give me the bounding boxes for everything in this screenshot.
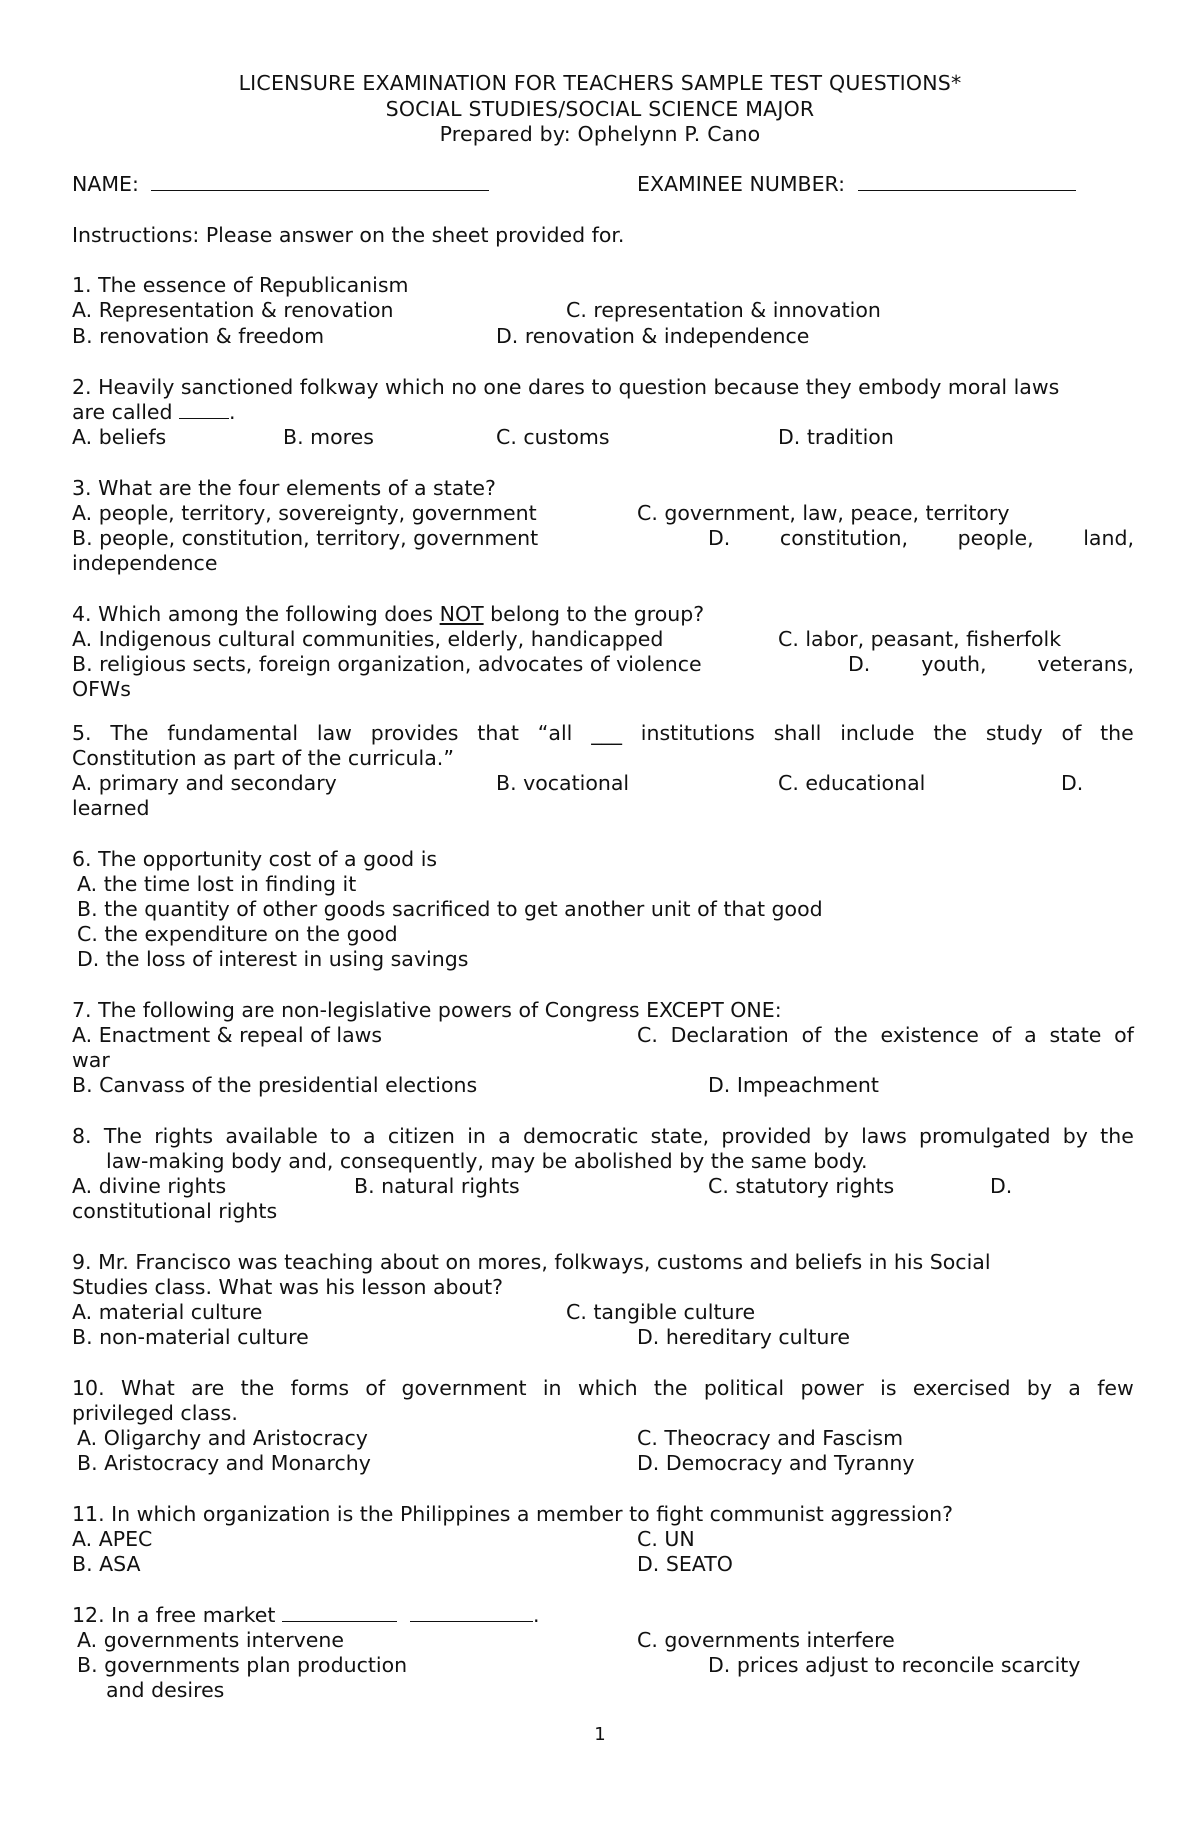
header-title: LICENSURE EXAMINATION FOR TEACHERS SAMPLE TEST QUESTIONS* <box>238 71 962 95</box>
question-2-stem-end: . <box>229 400 236 424</box>
question-5-option-c: C. educational <box>778 771 926 795</box>
question-8-stem-word: 8. <box>72 1124 92 1148</box>
question-5-option-b: B. vocational <box>496 771 630 795</box>
question-12-option-b: B. governments plan production <box>77 1653 408 1677</box>
question-8-stem-word: a <box>498 1124 511 1148</box>
question-9-option-c: C. tangible culture <box>566 1300 756 1324</box>
question-5-stem-word: ___ <box>591 721 622 745</box>
question-5-stem-word: shall <box>773 721 822 745</box>
question-3-option-d <box>708 526 1134 551</box>
question-2-stem-text: are called <box>72 400 180 424</box>
question-7-option-c-word: of <box>1114 1023 1134 1047</box>
question-3-option-c: C. government, law, peace, territory <box>637 501 1010 525</box>
question-4-option-d-cont: OFWs <box>72 677 131 701</box>
question-5-stem-word: the <box>933 721 967 745</box>
question-7-option-c-word: state <box>1049 1023 1102 1047</box>
question-8-option-a: A. divine rights <box>72 1174 227 1198</box>
question-1-option-a: A. Representation & renovation <box>72 298 394 322</box>
question-8-option-b: B. natural rights <box>354 1174 520 1198</box>
question-10-stem-word: in <box>542 1376 562 1400</box>
question-10-stem-word: by <box>1026 1376 1052 1400</box>
question-3-option-d-word: people, <box>957 526 1034 550</box>
question-4-stem-post: belong to the group? <box>483 602 705 626</box>
question-2-stem-cont <box>72 400 236 425</box>
question-11-stem: 11. In which organization is the Philippines a member to fight communist aggression? <box>72 1502 953 1526</box>
question-3-option-d-cont: independence <box>72 551 218 575</box>
question-3-option-b: B. people, constitution, territory, government <box>72 526 539 550</box>
question-3-option-a: A. people, territory, sovereignty, government <box>72 501 537 525</box>
question-5-stem-word: study <box>985 721 1043 745</box>
question-1-stem: 1. The essence of Republicanism <box>72 273 409 297</box>
question-9-stem: 9. Mr. Francisco was teaching about on mores, folkways, customs and beliefs in his Social <box>72 1250 991 1274</box>
question-8-stem-word: promulgated <box>919 1124 1051 1148</box>
examinee-label: EXAMINEE NUMBER: <box>637 172 846 196</box>
question-10-stem-word: which <box>577 1376 638 1400</box>
question-12-option-a: A. governments intervene <box>77 1628 344 1652</box>
question-3-option-d-word: constitution, <box>779 526 908 550</box>
question-4-option-d-word: D. <box>848 652 871 676</box>
question-5-stem-cont: Constitution as part of the curricula.” <box>72 746 454 770</box>
header-author: Prepared by: Ophelynn P. Cano <box>439 122 761 146</box>
question-8-stem-word: by <box>1062 1124 1088 1148</box>
question-6-option-a: A. the time lost in finding it <box>77 872 357 896</box>
question-6-option-c: C. the expenditure on the good <box>77 922 398 946</box>
question-7-option-c <box>637 1023 1134 1048</box>
question-5-stem-word: fundamental <box>167 721 299 745</box>
question-4-option-a: A. Indigenous cultural communities, elderly, handicapped <box>72 627 664 651</box>
question-10-stem-word: the <box>240 1376 275 1400</box>
question-7-stem: 7. The following are non-legislative powers of Congress EXCEPT ONE: <box>72 998 782 1022</box>
question-5-stem-word: provides <box>370 721 459 745</box>
question-8-stem-word: the <box>1100 1124 1134 1148</box>
question-10-stem-word: are <box>191 1376 225 1400</box>
question-12-stem-text: 12. In a free market <box>72 1603 282 1627</box>
question-7-option-d: D. Impeachment <box>708 1073 879 1097</box>
question-8-option-d: D. <box>990 1174 1013 1198</box>
question-4-option-c: C. labor, peasant, fisherfolk <box>778 627 1062 651</box>
question-5-stem-word: 5. <box>72 721 92 745</box>
question-8-stem-word: citizen <box>387 1124 455 1148</box>
question-9-option-b: B. non-material culture <box>72 1325 309 1349</box>
question-11-option-d: D. SEATO <box>637 1552 733 1576</box>
question-10-option-a: A. Oligarchy and Aristocracy <box>77 1426 368 1450</box>
question-5-stem-word: law <box>316 721 352 745</box>
question-10-stem-word: political <box>703 1376 785 1400</box>
question-8-stem-word: democratic <box>522 1124 639 1148</box>
question-9-option-d: D. hereditary culture <box>637 1325 850 1349</box>
question-11-option-c: C. UN <box>637 1527 695 1551</box>
question-1-option-c: C. representation & innovation <box>566 298 881 322</box>
question-10-stem-word: is <box>880 1376 897 1400</box>
header-subtitle: SOCIAL STUDIES/SOCIAL SCIENCE MAJOR <box>385 97 815 121</box>
question-10-stem-word: forms <box>290 1376 350 1400</box>
question-2-option-d: D. tradition <box>778 425 894 449</box>
question-7-option-a: A. Enactment & repeal of laws <box>72 1023 383 1047</box>
question-5-option-d-cont: learned <box>72 796 150 820</box>
question-5-stem-word: “all <box>537 721 573 745</box>
question-7-option-b: B. Canvass of the presidential elections <box>72 1073 478 1097</box>
question-5-stem-word: institutions <box>640 721 755 745</box>
question-8-option-d-cont: constitutional rights <box>72 1199 278 1223</box>
instructions: Instructions: Please answer on the sheet provided for. <box>72 223 625 247</box>
question-12-stem-end: . <box>533 1603 540 1627</box>
question-8-stem-word: provided <box>721 1124 812 1148</box>
question-1-option-b: B. renovation & freedom <box>72 324 325 348</box>
question-9-stem-cont: Studies class. What was his lesson about? <box>72 1275 504 1299</box>
question-5-stem <box>72 721 1134 746</box>
question-9-option-a: A. material culture <box>72 1300 263 1324</box>
question-8-stem-word: to <box>330 1124 351 1148</box>
question-4-option-d-word: veterans, <box>1037 652 1134 676</box>
question-10-option-b: B. Aristocracy and Monarchy <box>77 1451 371 1475</box>
question-8-stem-cont: law-making body and, consequently, may be abolished by the same body. <box>106 1149 868 1173</box>
question-2-option-c: C. customs <box>496 425 610 449</box>
question-7-option-c-word: a <box>1024 1023 1037 1047</box>
question-8-stem-word: a <box>363 1124 376 1148</box>
question-7-option-c-word: of <box>991 1023 1012 1047</box>
name-field[interactable] <box>72 172 489 197</box>
question-10-option-c: C. Theocracy and Fascism <box>637 1426 904 1450</box>
question-8-stem-word: by <box>823 1124 849 1148</box>
question-4-stem-pre: 4. Which among the following does <box>72 602 440 626</box>
question-1-option-d: D. renovation & independence <box>496 324 810 348</box>
question-2-option-b: B. mores <box>283 425 374 449</box>
question-7-option-c-word: existence <box>880 1023 979 1047</box>
question-8-stem-word: in <box>467 1124 486 1148</box>
question-7-option-c-cont: war <box>72 1048 110 1072</box>
question-5-option-d: D. <box>1061 771 1084 795</box>
examinee-number-field[interactable] <box>637 172 1076 197</box>
question-8-stem-word: laws <box>861 1124 907 1148</box>
question-11-option-b: B. ASA <box>72 1552 141 1576</box>
question-12-blank-2 <box>410 1603 533 1622</box>
question-6-option-b: B. the quantity of other goods sacrificed to get another unit of that good <box>77 897 823 921</box>
question-5-stem-word: of <box>1061 721 1082 745</box>
question-12-option-d: D. prices adjust to reconcile scarcity <box>708 1653 1081 1677</box>
question-3-option-d-word: land, <box>1083 526 1134 550</box>
question-10-stem-word: of <box>365 1376 386 1400</box>
question-8-stem-word: rights <box>154 1124 214 1148</box>
question-2-stem: 2. Heavily sanctioned folkway which no one dares to question because they embody moral laws <box>72 375 1060 399</box>
question-4-stem-not: NOT <box>439 602 484 626</box>
question-10-stem-word: power <box>800 1376 864 1400</box>
question-10-stem-word: exercised <box>912 1376 1011 1400</box>
question-10-stem-word: 10. <box>72 1376 105 1400</box>
question-5-stem-word: The <box>110 721 149 745</box>
question-8-stem <box>72 1124 1134 1149</box>
question-12-option-d-cont: and desires <box>106 1678 225 1702</box>
question-5-stem-word: the <box>1100 721 1134 745</box>
question-10-stem-cont: privileged class. <box>72 1401 238 1425</box>
question-10-stem-word: government <box>401 1376 527 1400</box>
question-8-option-c: C. statutory rights <box>708 1174 895 1198</box>
question-8-stem-word: state, <box>650 1124 710 1148</box>
question-3-option-d-word: D. <box>708 526 731 550</box>
question-8-stem-word: The <box>103 1124 142 1148</box>
question-4-stem <box>72 602 704 627</box>
question-3-stem: 3. What are the four elements of a state? <box>72 476 496 500</box>
question-5-option-a: A. primary and secondary <box>72 771 337 795</box>
question-11-option-a: A. APEC <box>72 1527 153 1551</box>
question-5-stem-word: that <box>477 721 519 745</box>
question-10-stem-word: few <box>1097 1376 1134 1400</box>
question-12-option-c: C. governments interfere <box>637 1628 895 1652</box>
question-7-option-c-word: the <box>834 1023 868 1047</box>
question-5-stem-word: include <box>840 721 915 745</box>
question-2-option-a: A. beliefs <box>72 425 167 449</box>
name-blank[interactable] <box>151 172 489 191</box>
question-10-stem <box>72 1376 1134 1401</box>
question-8-stem-word: available <box>225 1124 318 1148</box>
question-2-blank <box>179 400 229 419</box>
question-4-option-d-word: youth, <box>921 652 987 676</box>
page-number: 1 <box>594 1724 606 1745</box>
question-4-option-d <box>848 652 1134 677</box>
question-10-stem-word: a <box>1068 1376 1081 1400</box>
question-12-blank-1 <box>282 1603 397 1622</box>
question-7-option-c-word: Declaration <box>670 1023 789 1047</box>
question-6-stem: 6. The opportunity cost of a good is <box>72 847 438 871</box>
question-10-option-d: D. Democracy and Tyranny <box>637 1451 915 1475</box>
name-label: NAME: <box>72 172 139 196</box>
examinee-blank[interactable] <box>858 172 1076 191</box>
question-10-stem-word: What <box>120 1376 175 1400</box>
question-12-stem <box>72 1603 540 1628</box>
question-4-option-b: B. religious sects, foreign organization, advocates of violence <box>72 652 702 676</box>
question-7-option-c-word: C. <box>637 1023 658 1047</box>
question-6-option-d: D. the loss of interest in using savings <box>77 947 469 971</box>
question-10-stem-word: the <box>653 1376 688 1400</box>
question-7-option-c-word: of <box>801 1023 822 1047</box>
